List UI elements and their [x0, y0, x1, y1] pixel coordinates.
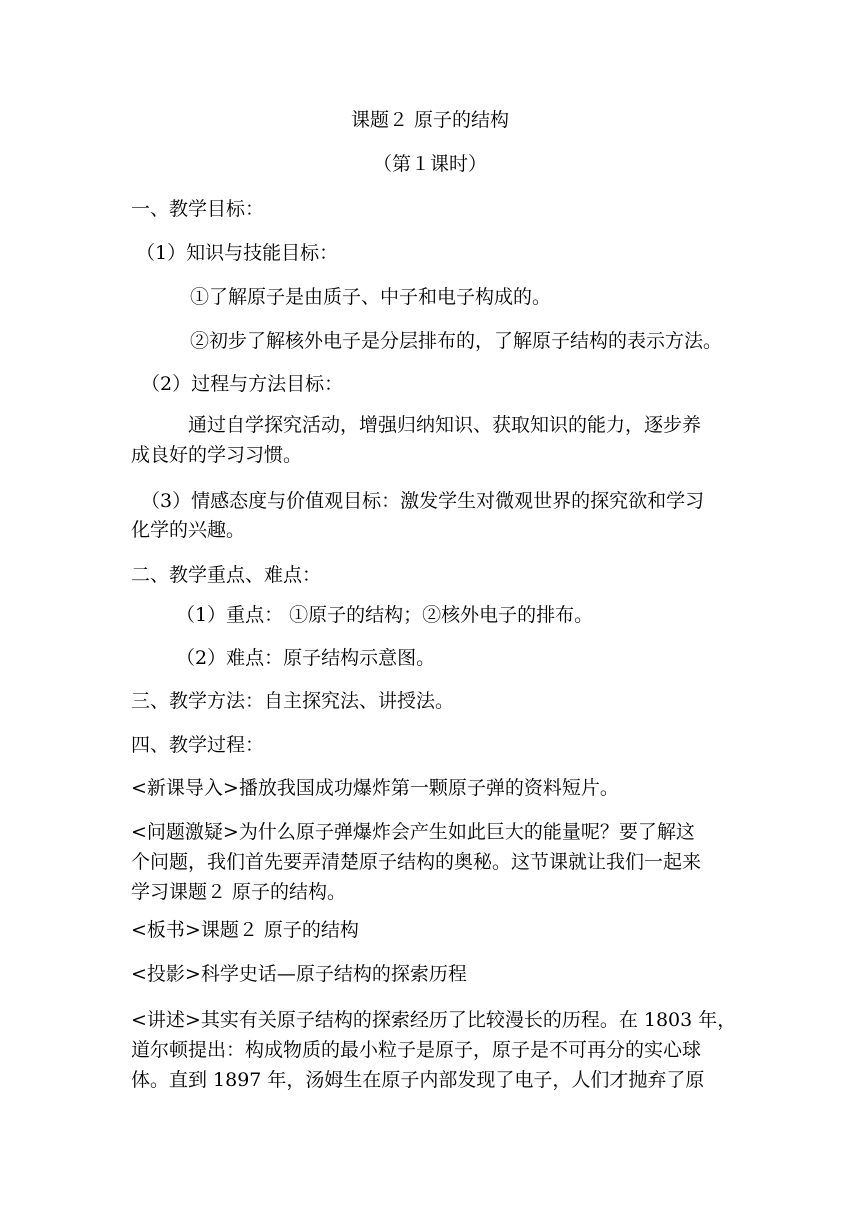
paragraph-line: ①了解原子是由质子、中子和电子构成的。 [190, 286, 552, 308]
sub-heading-knowledge: （1）知识与技能目标： [136, 242, 339, 264]
paragraph-line: 个问题，我们首先要弄清楚原子结构的奥秘。这节课就让我们一起来 [131, 851, 702, 873]
document-title: 课题２ 原子的结构 [350, 109, 510, 131]
paragraph-line: <问题激疑>为什么原子弹爆炸会产生如此巨大的能量呢？要了解这 [131, 821, 695, 843]
sub-heading-process: （2）过程与方法目标： [141, 373, 344, 395]
section-heading-process: 四、教学过程： [131, 734, 265, 756]
paragraph-line: <板书>课题２ 原子的结构 [131, 919, 359, 941]
paragraph-line: 成良好的学习习惯。 [131, 444, 303, 466]
section-heading-methods: 三、教学方法：自主探究法、讲授法。 [131, 690, 455, 712]
paragraph-line: 学习课题２ 原子的结构。 [131, 881, 347, 903]
paragraph-line: <讲述>其实有关原子结构的探索经历了比较漫长的历程。在 1803 年， [131, 1009, 737, 1031]
paragraph-line: （1）重点： ①原子的结构；②核外电子的排布。 [176, 604, 594, 626]
paragraph-line: （2）难点：原子结构示意图。 [176, 647, 436, 669]
document-subtitle: （第１课时） [372, 153, 487, 175]
paragraph-line: 体。直到 1897 年，汤姆生在原子内部发现了电子，人们才抛弃了原 [131, 1069, 705, 1091]
paragraph-line: ②初步了解核外电子是分层排布的，了解原子结构的表示方法。 [190, 330, 723, 352]
section-heading-objectives: 一、教学目标： [131, 198, 265, 220]
paragraph-line: 通过自学探究活动，增强归纳知识、获取知识的能力，逐步养 [188, 414, 702, 436]
paragraph-line: 化学的兴趣。 [131, 519, 246, 541]
paragraph-line: <新课导入>播放我国成功爆炸第一颗原子弹的资料短片。 [131, 777, 619, 799]
paragraph-line: 道尔顿提出：构成物质的最小粒子是原子，原子是不可再分的实心球 [131, 1039, 702, 1061]
section-heading-key-points: 二、教学重点、难点： [131, 564, 322, 586]
paragraph-line: （3）情感态度与价值观目标：激发学生对微观世界的探究欲和学习 [141, 490, 705, 512]
paragraph-line: <投影>科学史话—原子结构的探索历程 [131, 963, 467, 985]
